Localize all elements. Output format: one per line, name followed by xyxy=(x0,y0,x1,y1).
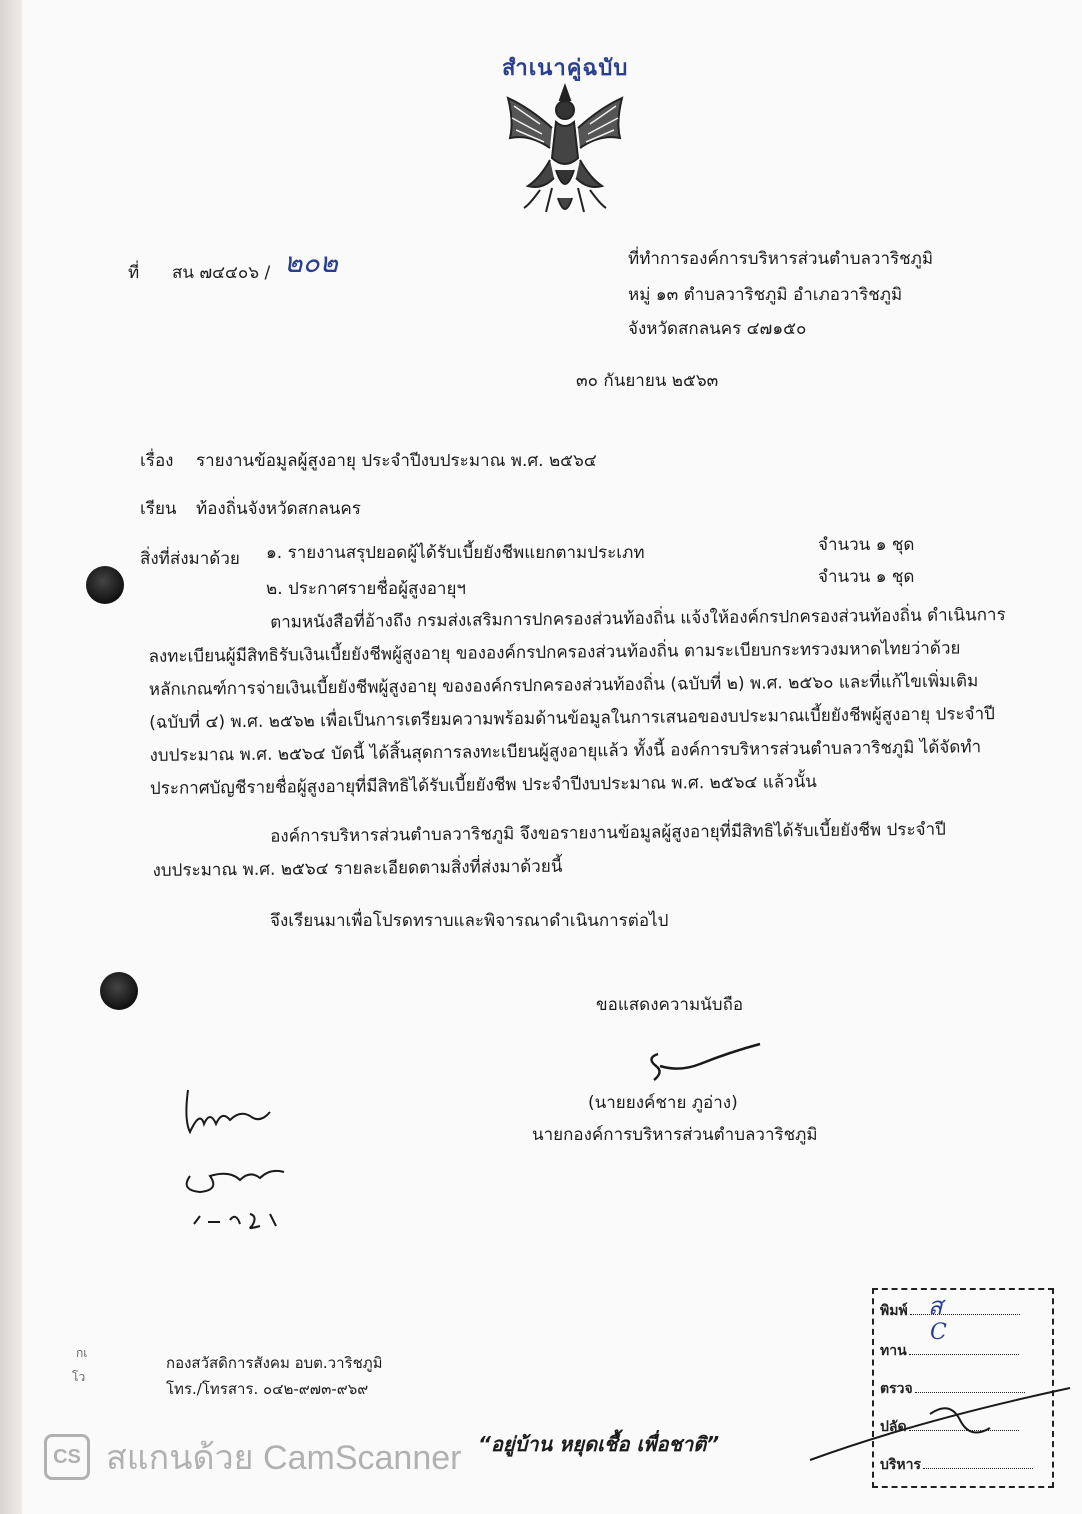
ref-number: สน ๗๔๔๐๖ / xyxy=(172,263,271,283)
garuda-emblem-icon xyxy=(500,78,630,220)
margin-fragment-2: โว xyxy=(72,1370,86,1384)
punch-hole xyxy=(86,566,124,604)
office-address-line2: หมู่ ๑๓ ตำบลวาริชภูมิ อำเภอวาริชภูมิ xyxy=(628,285,903,305)
signer-position: นายกองค์การบริหารส่วนตำบลวาริชภูมิ xyxy=(532,1125,818,1145)
recipient-text: ท้องถิ่นจังหวัดสกลนคร xyxy=(196,499,361,519)
ref-handwritten-number: ๒๐๒ xyxy=(284,246,339,279)
routing-label-review: ทาน xyxy=(880,1343,907,1359)
body-line: งบประมาณ พ.ศ. ๒๕๖๔ รายละเอียดตามสิ่งที่ส่งมาด้วยนี้ xyxy=(152,856,563,881)
body-line: (ฉบับที่ ๔) พ.ศ. ๒๕๖๒ เพื่อเป็นการเตรียมความพร้อมด้านข้อมูลในการเสนอของบประมาณเบี้ยยังชีพผู้สูงอายุ ประจำปี xyxy=(149,704,995,733)
enclosure-label: สิ่งที่ส่งมาด้วย xyxy=(140,549,240,569)
body-paragraph-2 xyxy=(152,814,946,888)
routing-label-check: ตรวจ xyxy=(880,1381,913,1397)
margin-fragment-1: กเ xyxy=(76,1346,88,1360)
body-paragraph-1 xyxy=(148,599,1008,806)
body-line: งบประมาณ พ.ศ. ๒๕๖๔ บัดนี้ ได้สิ้นสุดการลงทะเบียนผู้สูงอายุแล้ว ทั้งนี้ องค์การบริหารส่วนตำบลวาริชภูมิ ได้จัดทำ xyxy=(149,737,982,766)
enclosure-item-2: ๒. ประกาศรายชื่อผู้สูงอายุฯ xyxy=(266,579,466,599)
recipient-label: เรียน xyxy=(140,499,177,519)
office-address-line1: ที่ทำการองค์การบริหารส่วนตำบลวาริชภูมิ xyxy=(628,249,934,269)
closing-request: จึงเรียนมาเพื่อโปรดทราบและพิจารณาดำเนินการต่อไป xyxy=(270,911,669,931)
camscanner-watermark xyxy=(44,1430,461,1484)
enclosure-qty-2: จำนวน ๑ ชุด xyxy=(818,567,915,587)
routing-signature-icon xyxy=(800,1380,1082,1470)
routing-label-print: พิมพ์ xyxy=(880,1303,908,1319)
handwritten-note-icon xyxy=(180,1080,300,1240)
enclosure-item-1: ๑. รายงานสรุปยอดผู้ได้รับเบี้ยยังชีพแยกตามประเภท xyxy=(266,543,645,563)
signer-name: (นายยงค์ชาย ภูอ่าง) xyxy=(588,1093,738,1113)
routing-label-deputy: ปลัด xyxy=(880,1419,907,1435)
subject-label: เรื่อง xyxy=(140,451,174,471)
camscanner-text: สแกนด้วย CamScanner xyxy=(106,1439,462,1477)
enclosure-qty-1: จำนวน ๑ ชุด xyxy=(818,535,915,555)
scan-edge xyxy=(0,0,24,1514)
footer-phone: โทร./โทรสาร. ๐๔๒-๙๗๓-๙๖๙ xyxy=(166,1380,369,1398)
signature-icon xyxy=(640,1036,770,1086)
punch-hole xyxy=(100,972,138,1010)
body-line: หลักเกณฑ์การจ่ายเงินเบี้ยยังชีพผู้สูงอายุ ขององค์กรปกครองส่วนท้องถิ่น (ฉบับที่ ๒) พ.ศ. ๒๕๖๐ และที่แก้ไขเพิ่มเติม xyxy=(148,671,979,700)
body-line: ประกาศบัญชีรายชื่อผู้สูงอายุที่มีสิทธิได้รับเบี้ยยังชีพ ประจำปีงบประมาณ พ.ศ. ๒๕๖๔ แล้วนั้น xyxy=(149,772,817,799)
body-line: ตามหนังสือที่อ้างถึง กรมส่งเสริมการปกครองส่วนท้องถิ่น แจ้งให้องค์กรปกครองส่วนท้องถิ่น ดำเนินการ xyxy=(270,605,1006,633)
subject-text: รายงานข้อมูลผู้สูงอายุ ประจำปีงบประมาณ พ.ศ. ๒๕๖๔ xyxy=(196,451,597,471)
document-date: ๓๐ กันยายน ๒๕๖๓ xyxy=(576,371,719,391)
body-line: องค์การบริหารส่วนตำบลวาริชภูมิ จึงขอรายงานข้อมูลผู้สูงอายุที่มีสิทธิได้รับเบี้ยยังชีพ ประจำปี xyxy=(270,819,947,847)
ref-label: ที่ xyxy=(128,263,140,283)
footer-slogan: “อยู่บ้าน หยุดเชื้อ เพื่อชาติ” xyxy=(478,1432,720,1456)
routing-label-admin: บริหาร xyxy=(880,1457,922,1473)
camscanner-logo-icon: CS xyxy=(44,1434,90,1480)
body-line: ลงทะเบียนผู้มีสิทธิรับเงินเบี้ยยังชีพผู้สูงอายุ ขององค์กรปกครองส่วนท้องถิ่น ตามระเบียบกระทรวงมหาดไทยว่าด้วย xyxy=(148,638,961,667)
certified-copy-stamp: สำเนาคู่ฉบับ xyxy=(502,56,629,81)
closing-salutation: ขอแสดงความนับถือ xyxy=(596,995,744,1015)
routing-handwriting-print: ส xyxy=(928,1292,943,1320)
routing-handwriting-review: C xyxy=(930,1320,947,1345)
office-address-line3: จังหวัดสกลนคร ๔๗๑๕๐ xyxy=(628,319,807,339)
footer-department: กองสวัสดิการสังคม อบต.วาริชภูมิ xyxy=(166,1354,383,1372)
